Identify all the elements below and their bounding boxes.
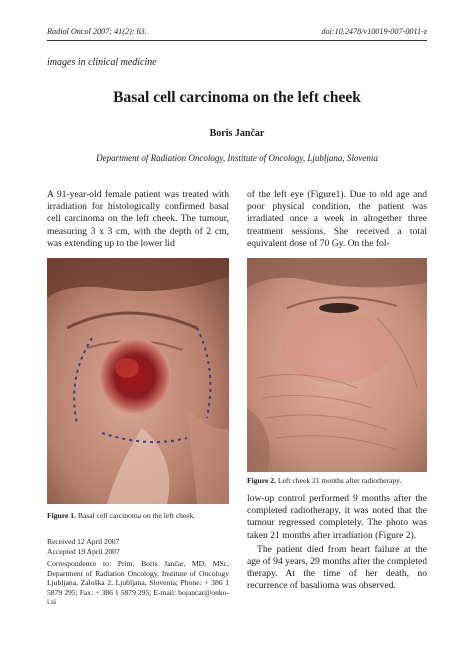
body-text-left-top [47, 189, 229, 250]
article-dates [47, 537, 229, 556]
body-text-right-bottom [247, 493, 427, 593]
figure-2-label: Figure 2. [247, 476, 276, 485]
figure-2-text: Left cheek 21 months after radiotherapy. [277, 476, 402, 485]
paragraph: The patient died from heart failure at the age of 94 years, 29 months after the completed therapy. At the time of her death, no recurrence of basalioma was observed. [247, 543, 427, 592]
figure-2-caption [247, 476, 427, 486]
affiliation: Department of Radiation Oncology, Institute of Oncology, Ljubljana, Slovenia [96, 153, 378, 163]
correspondence [47, 559, 229, 607]
figure-1-caption [47, 511, 229, 521]
body-text-right-top [247, 189, 427, 250]
figure-1-photo [47, 258, 229, 504]
tumour-photo-image [47, 258, 229, 504]
paragraph: A 91-year-old female patient was treated with irradiation for histologically confirmed basal cell carcinoma on the left cheek. The tumour, measuring 3 x 3 cm, with the depth of 2 cm, was extending up to the lower lid [47, 189, 229, 249]
author: Boris Jančar [209, 128, 265, 139]
paragraph: of the left eye (Figure1). Due to old age and poor physical condition, the patient was irradiated once a week in altogether three treatment sessions. She received a total equivalent dose of 70 Gy. On the fol- [247, 189, 427, 249]
doi: doi:10.2478/v10019-007-0011-z [321, 27, 427, 36]
correspondence-text: Correspondence to: Prim. Boris Jančar, MD, MSc, Department of Radiation Oncology, Institute of Oncology Ljubljana, Zaloška 2, Ljubljana, Slovenia; Phone: + 386 1 5879 295; Fax: + 386 1 5879 295; E-mail: bojancar@onko-i.si [47, 559, 229, 607]
post-treatment-photo-image [247, 258, 427, 472]
figure-1-text: Basal cell carcinoma on the left cheek. [77, 511, 196, 520]
section-label: images in clinical medicine [47, 57, 157, 68]
figure-2-photo [247, 258, 427, 472]
accepted-date: Accepted 19 April 2007 [47, 546, 120, 556]
header-rule [47, 40, 427, 41]
received-date: Received 12 April 2007 [47, 537, 120, 546]
journal-citation: Radiol Oncol 2007; 41(2): 63. [47, 27, 147, 36]
paragraph: low-up control performed 9 months after the completed radiotherapy, it was noted that the tumour regressed completely. The photo was taken 21 months after irradiation (Figure 2). [247, 493, 427, 541]
article-title: Basal cell carcinoma on the left cheek [113, 89, 361, 106]
figure-1-label: Figure 1. [47, 511, 76, 520]
